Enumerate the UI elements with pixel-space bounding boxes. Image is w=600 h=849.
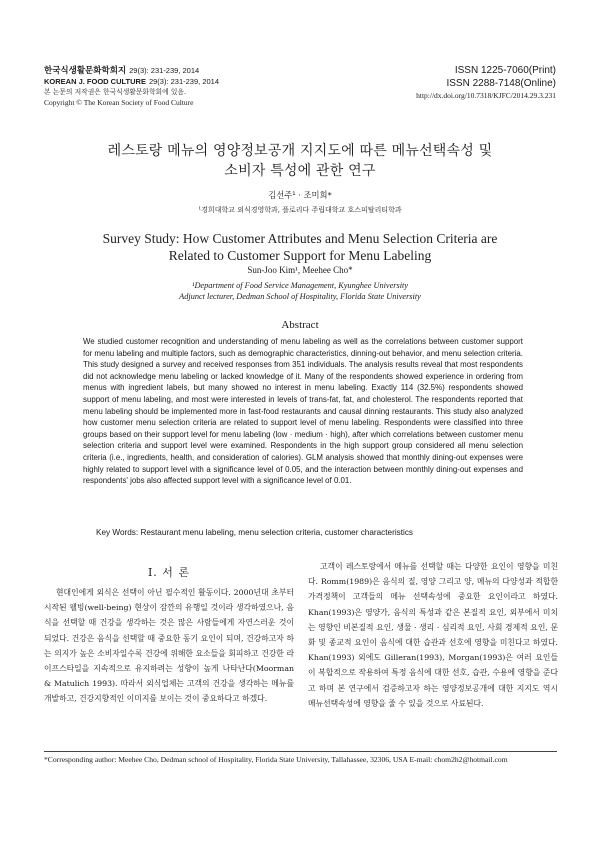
affiliation-english-line2: Adjunct lecturer, Dedman School of Hospitality, Florida State University xyxy=(179,292,421,301)
copyright-note: 본 논문의 저작권은 한국식생활문화학회에 있음. xyxy=(44,88,187,96)
title-english xyxy=(0,230,600,264)
body-column-right: 고객이 레스토랑에서 메뉴를 선택할 때는 다양한 요인이 영향을 미친다. Romm(1989)은 음식의 질, 영양 그리고 양, 메뉴의 다양성과 적합한 가격정책이 고객들의 메뉴 선택속성에 중요한 요인이라고 하였다. Khan(1993)은 영양가, 음식의 특성과 같은 본질적 요인, 외부에서 미치는 영향인 비본질적 요인, 생물 · 생리 · 심리적 요인, 사회 경제적 요인, 문화 및 종교적 요인이 음식에 대한 습관과 선호에 영향을 미친다고 하였다. Khan(1993) 외에도 Gilleran(1993), Morgan(1993)은 여러 요인들이 복합적으로 작용하여 특정 음식에 대한 선호, 습관, 수용에 영향을 준다고 하며 본 연구에서 검증하고자 하는 영양정보공개에 대한 지지도 역시 메뉴선택속성에 영향을 줄 수 있을 것으로 사료된다. xyxy=(308,562,558,708)
footnote-divider xyxy=(44,751,557,752)
journal-line-en xyxy=(44,77,219,88)
issn-online: ISSN 2288-7148(Online) xyxy=(446,78,556,89)
copyright: Copyright © The Korean Society of Food Culture xyxy=(44,97,194,107)
journal-name-kr: 한국식생활문화학회지 xyxy=(44,66,127,76)
section-heading-introduction: I. 서 론 xyxy=(147,566,191,579)
affiliation-english xyxy=(0,280,600,302)
footnote-corresponding-author: *Corresponding author: Meehee Cho, Dedman school of Hospitality, Florida State University, Tallahassee, 32306, USA E-mail: chom2h2@hotmail.com xyxy=(44,755,508,764)
title-english-line2: Related to Customer Support for Menu Labeling xyxy=(168,248,432,263)
title-korean xyxy=(0,141,600,181)
journal-volume-kr: 29(3): 231-239, 2014 xyxy=(129,66,200,75)
doi-link[interactable]: http://dx.doi.org/10.7318/KJFC/2014.29.3.231 xyxy=(416,91,556,100)
journal-header xyxy=(44,66,219,108)
journal-name-en: KOREAN J. FOOD CULTURE xyxy=(44,76,146,86)
authors-korean: 김선주¹ · 조미희* xyxy=(268,190,332,200)
title-korean-line1: 레스토랑 메뉴의 영양정보공개 지지도에 따른 메뉴선택속성 및 xyxy=(107,143,493,159)
issn-print: ISSN 1225-7060(Print) xyxy=(454,65,556,76)
body-column-left: 현대인에게 외식은 선택이 아닌 필수적인 활동이다. 2000년대 초부터 시작된 웰빙(well-being) 현상이 잠깐의 유행일 것이라 생각하였으나, 음식을 선택할 때 건강을 생각하는 것은 많은 사람들에게 자연스러운 것이 되었다. 건강은 음식을 선택할 때 중요한 동기 요인이 되며, 건강하고자 하는 의지가 높은 소비자일수록 건강에 위해한 요소들을 회피하고 건강한 라이프스타일을 지속적으로 유지하려는 성향이 높게 나타난다(Moorman & Matulich 1993). 따라서 외식업체는 고객의 건강을 생각하는 메뉴를 개발하고, 건강지향적인 이미지를 보이는 것이 중요하다고 하겠다. xyxy=(44,588,294,704)
authors-english: Sun-Joo Kim¹, Meehee Cho* xyxy=(247,265,353,275)
abstract-heading: Abstract xyxy=(281,319,319,331)
affiliation-english-line1: ¹Department of Food Service Management, Kyunghee University xyxy=(191,281,409,290)
title-korean-line2: 소비자 특성에 관한 연구 xyxy=(224,163,376,179)
title-english-line1: Survey Study: How Customer Attributes and Menu Selection Criteria are xyxy=(102,231,498,246)
abstract-body: We studied customer recognition and understanding of menu labeling as well as the correlations between customer support for menu labeling and multiple factors, such as demographic characteristics, dinning-out behavior, and menu selection criteria. This study designed a survey and received responses from 351 individuals. The analysis results reveal that most respondents did not acknowledge menu labeling or lacked knowledge of it. Many of the respondents showed experience in ordering from menus with ingredient labels, but many showed no interest in menu labeling. Exactly 114 (32.5%) respondents showed support of menu labeling, and most were interested in levels of trans-fat, fat, and cholesterol. The respondents reported that menu labeling should be implemented more in fast-food restaurants and causal dinning restaurants. This study also analyzed how customer menu selection criteria are related to support level of menu labeling. Respondents were classified into three groups based on their support level for menu labeling (low · medium · high), after which correlations between customer menu selection criteria and support level were examined. Respondents in the high support group considered all menu selection criteria (i.e., ingredients, health, and consideration of calories). GLM analysis showed that monthly dining-out expenses were highly related to support level with a significance level of 0.05, and the interaction between monthly dining-out expenses and respondents' jobs also affected support level with a significance level of 0.01. xyxy=(83,337,523,486)
affiliation-korean: ¹경희대학교 외식경영학과, 플로리다 주립대학교 호스피탈리티학과 xyxy=(198,206,402,214)
journal-volume-en: 29(3): 231-239, 2014 xyxy=(148,76,220,86)
keywords: Key Words: Restaurant menu labeling, menu selection criteria, customer characteristics xyxy=(96,528,414,537)
issn-block xyxy=(416,64,556,101)
journal-line-kr xyxy=(44,66,219,77)
